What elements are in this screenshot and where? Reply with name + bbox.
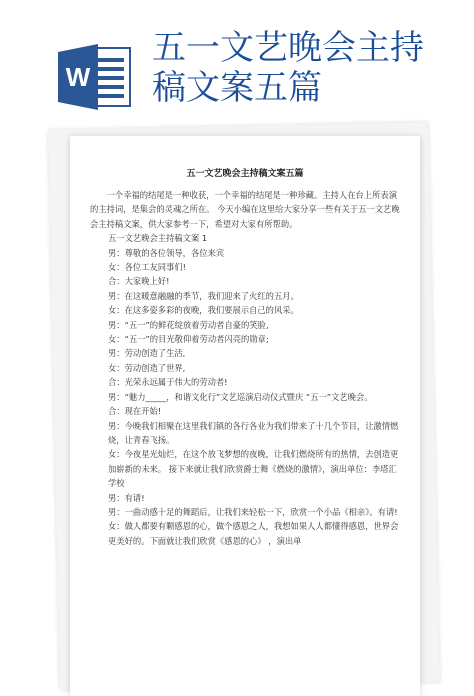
- script-line: 女：“五一”的目光敬仰着劳动者闪亮的勋章;: [108, 334, 269, 345]
- script-line: 男：今晚我们相聚在这里我们镇的各行各业为我们带来了十几个节目，让激情燃烧，让青春飞扬。: [108, 420, 399, 445]
- document-body: [90, 188, 402, 548]
- script-line: 女：做人都要有颗感恩的心，做个感恩之人，我想如果人人都懂得感恩，世界会更美好的。下面就让我们欣赏《感恩的心》 ，演出单: [108, 521, 399, 546]
- script-line: 男：有请!: [108, 492, 145, 503]
- script-line: 男：劳动创造了生活,: [108, 348, 186, 359]
- script-line: 女：在这多姿多彩的夜晚，我们要展示自己的风采。: [108, 305, 299, 316]
- script-line: 合：光荣永远属于伟大的劳动者!: [108, 377, 228, 388]
- script-line: 男：“魅力_____，和谐文化行”文艺巡演启动仪式暨庆 “五一”文艺晚会。: [108, 391, 373, 402]
- script-line: 男：一曲动感十足的舞蹈后，让我们来轻松一下，欣赏一个小品《相亲》。有请!: [108, 506, 398, 517]
- script-line: 女：劳动创造了世界,: [108, 362, 186, 373]
- script-line: 男：尊敬的各位领导，各位来宾: [108, 247, 225, 258]
- banner-title-line-2: 稿文案五篇: [152, 68, 322, 108]
- word-logo-letter: W: [65, 62, 91, 92]
- document-page: [70, 136, 420, 696]
- document-heading: 五一文艺晚会主持稿文案五篇: [186, 169, 304, 179]
- word-logo-icon: [58, 44, 134, 110]
- intro-paragraph: 一个幸福的结尾是一种收获，一个幸福的结尾是一种珍藏。主持人在台上所表演的主持词，是集会的灵魂之所在。 今天小编在这里给大家分享一些有关于五一文艺晚会主持稿文案，供大家参考一下，希望对大家有所帮助。: [90, 190, 400, 229]
- script-line: 男：在这暖意融融的季节，我们迎来了火红的五月。: [108, 290, 299, 301]
- script-line: 女：今夜星光灿烂，在这个放飞梦想的夜晚，让我们燃烧所有的热情，去创造更加崭新的未来。 接下来就让我们欣赏爵士舞《燃烧的激情》，演出单位：李塔汇学校: [108, 449, 399, 489]
- banner-title-line-1: 五一文艺晚会主持: [152, 28, 424, 68]
- script-line: 女：各位工友同事们!: [108, 262, 186, 273]
- script-line: 合：大家晚上好!: [108, 276, 170, 287]
- section-heading: 五一文艺晚会主持稿文案 1: [108, 233, 208, 244]
- banner-title: [152, 28, 452, 108]
- script-line: 男：“五一”的鲜花绽放着劳动者自豪的笑脸,: [108, 319, 269, 330]
- script-line: 合：现在开始!: [108, 406, 162, 417]
